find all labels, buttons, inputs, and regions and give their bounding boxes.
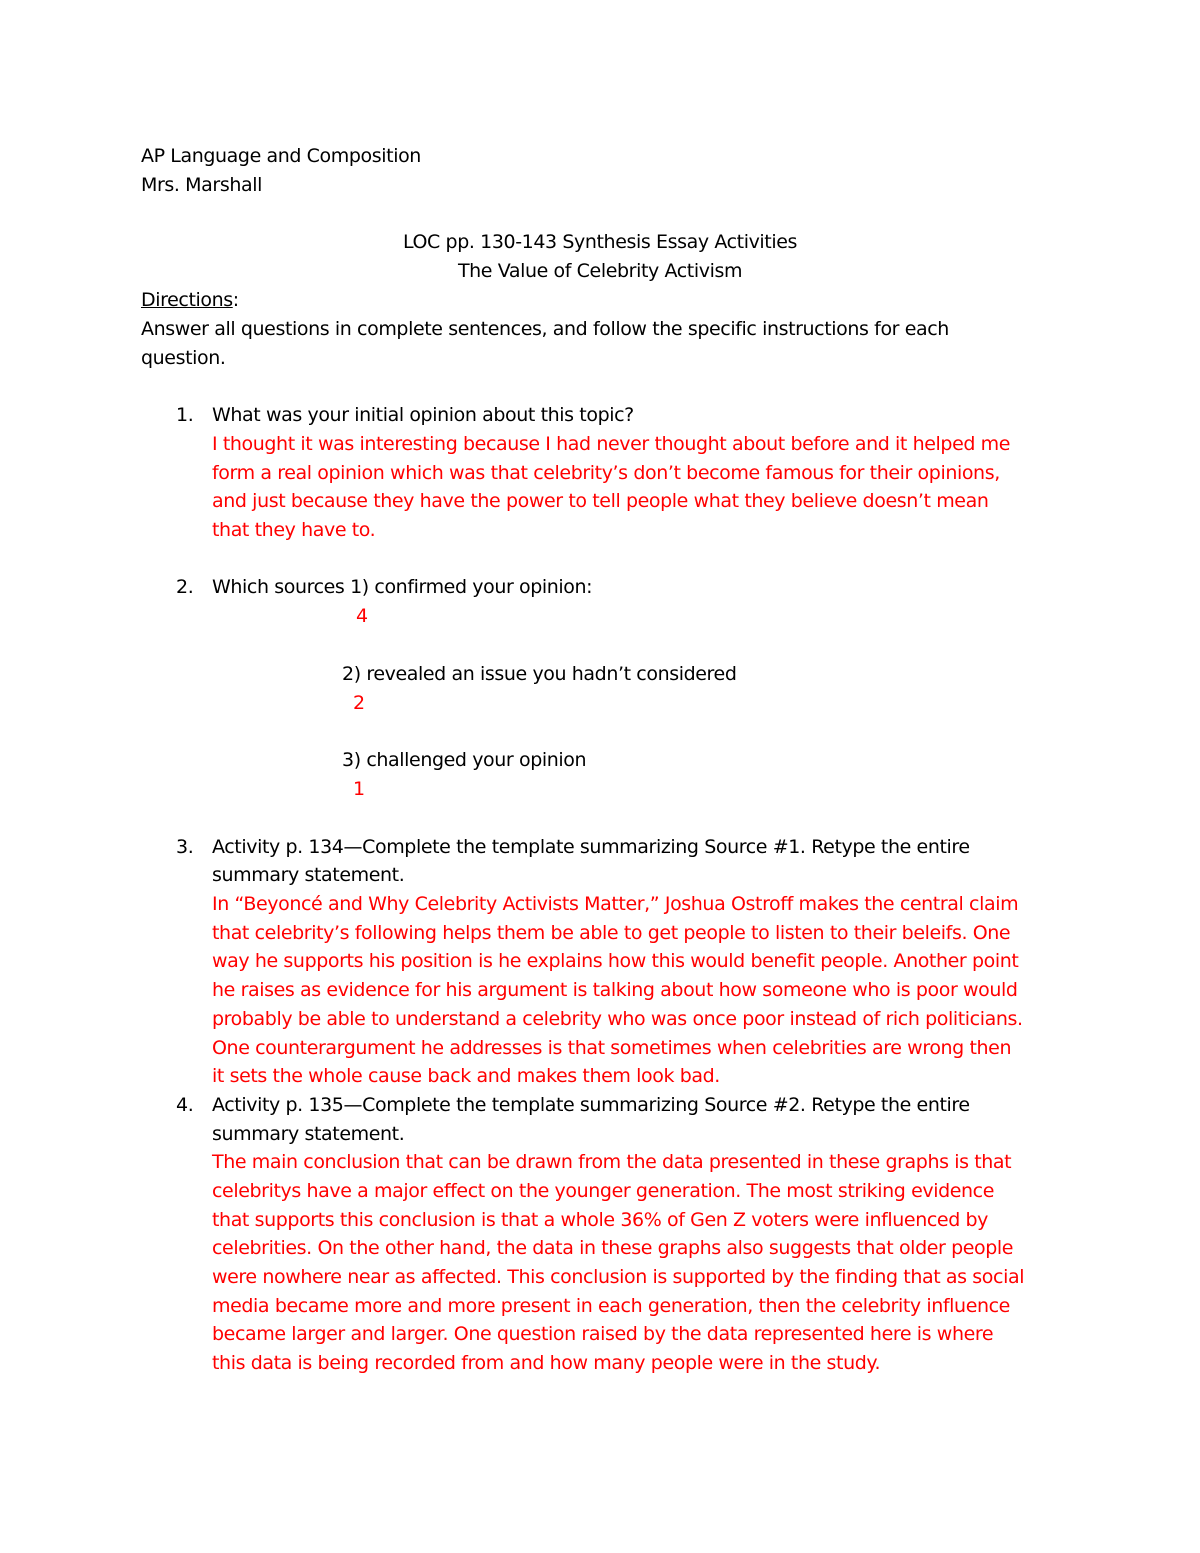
document-title: LOC pp. 130-143 Synthesis Essay Activities xyxy=(402,231,798,253)
answer-line: One counterargument he addresses is that sometimes when celebrities are wrong then xyxy=(212,1037,1012,1059)
answer-line: he raises as evidence for his argument is talking about how someone who is poor would xyxy=(212,979,1018,1001)
answer-line: that celebrity’s following helps them be able to get people to listen to their beleifs. One xyxy=(212,922,1011,944)
answer-line: that supports this conclusion is that a whole 36% of Gen Z voters were influenced by xyxy=(212,1209,989,1231)
answer-line: that they have to. xyxy=(212,519,376,541)
question-prompt: Which sources 1) confirmed your opinion: xyxy=(212,576,593,598)
answer-line: media became more and more present in each generation, then the celebrity influence xyxy=(212,1295,1010,1317)
question-prompt: summary statement. xyxy=(212,1123,405,1145)
sub-question-prompt: 3) challenged your opinion xyxy=(342,749,587,771)
directions-text-line: question. xyxy=(141,347,226,369)
answer-line: form a real opinion which was that celebrity’s don’t become famous for their opinions, xyxy=(212,462,1000,484)
question-number: 3. xyxy=(176,836,194,858)
question-prompt: What was your initial opinion about this topic? xyxy=(212,404,634,426)
answer-line: celebrities. On the other hand, the data in these graphs also suggests that older people xyxy=(212,1237,1014,1259)
answer-line: were nowhere near as affected. This conclusion is supported by the finding that as social xyxy=(212,1266,1025,1288)
answer-line: The main conclusion that can be drawn from the data presented in these graphs is that xyxy=(212,1151,1012,1173)
question-prompt: Activity p. 134—Complete the template summarizing Source #1. Retype the entire xyxy=(212,836,970,858)
answer-line: I thought it was interesting because I had never thought about before and it helped me xyxy=(212,433,1011,455)
directions-heading xyxy=(141,287,239,313)
answer-line: this data is being recorded from and how many people were in the study. xyxy=(212,1352,881,1374)
document-subtitle: The Value of Celebrity Activism xyxy=(457,260,743,282)
answer-line: became larger and larger. One question raised by the data represented here is where xyxy=(212,1323,994,1345)
answer-line: probably be able to understand a celebrity who was once poor instead of rich politicians. xyxy=(212,1008,1023,1030)
question-number: 4. xyxy=(176,1094,194,1116)
teacher-name: Mrs. Marshall xyxy=(141,174,262,196)
answer-line: celebritys have a major effect on the younger generation. The most striking evidence xyxy=(212,1180,995,1202)
answer-value: 2 xyxy=(353,692,365,714)
question-prompt: summary statement. xyxy=(212,864,405,886)
question-number: 2. xyxy=(176,576,194,598)
answer-line: and just because they have the power to tell people what they believe doesn’t mean xyxy=(212,490,989,512)
answer-line: way he supports his position is he explains how this would benefit people. Another point xyxy=(212,950,1019,972)
question-prompt: Activity p. 135—Complete the template summarizing Source #2. Retype the entire xyxy=(212,1094,970,1116)
answer-value: 4 xyxy=(356,605,368,627)
answer-line: it sets the whole cause back and makes them look bad. xyxy=(212,1065,720,1087)
answer-line: In “Beyoncé and Why Celebrity Activists Matter,” Joshua Ostroff makes the central claim xyxy=(212,893,1019,915)
answer-value: 1 xyxy=(353,778,365,800)
directions-label: Directions xyxy=(141,289,233,311)
directions-text-line: Answer all questions in complete sentences, and follow the specific instructions for each xyxy=(141,318,949,340)
sub-question-prompt: 2) revealed an issue you hadn’t considered xyxy=(342,663,737,685)
question-number: 1. xyxy=(176,404,194,426)
course-name: AP Language and Composition xyxy=(141,145,421,167)
directions-colon: : xyxy=(232,289,239,311)
